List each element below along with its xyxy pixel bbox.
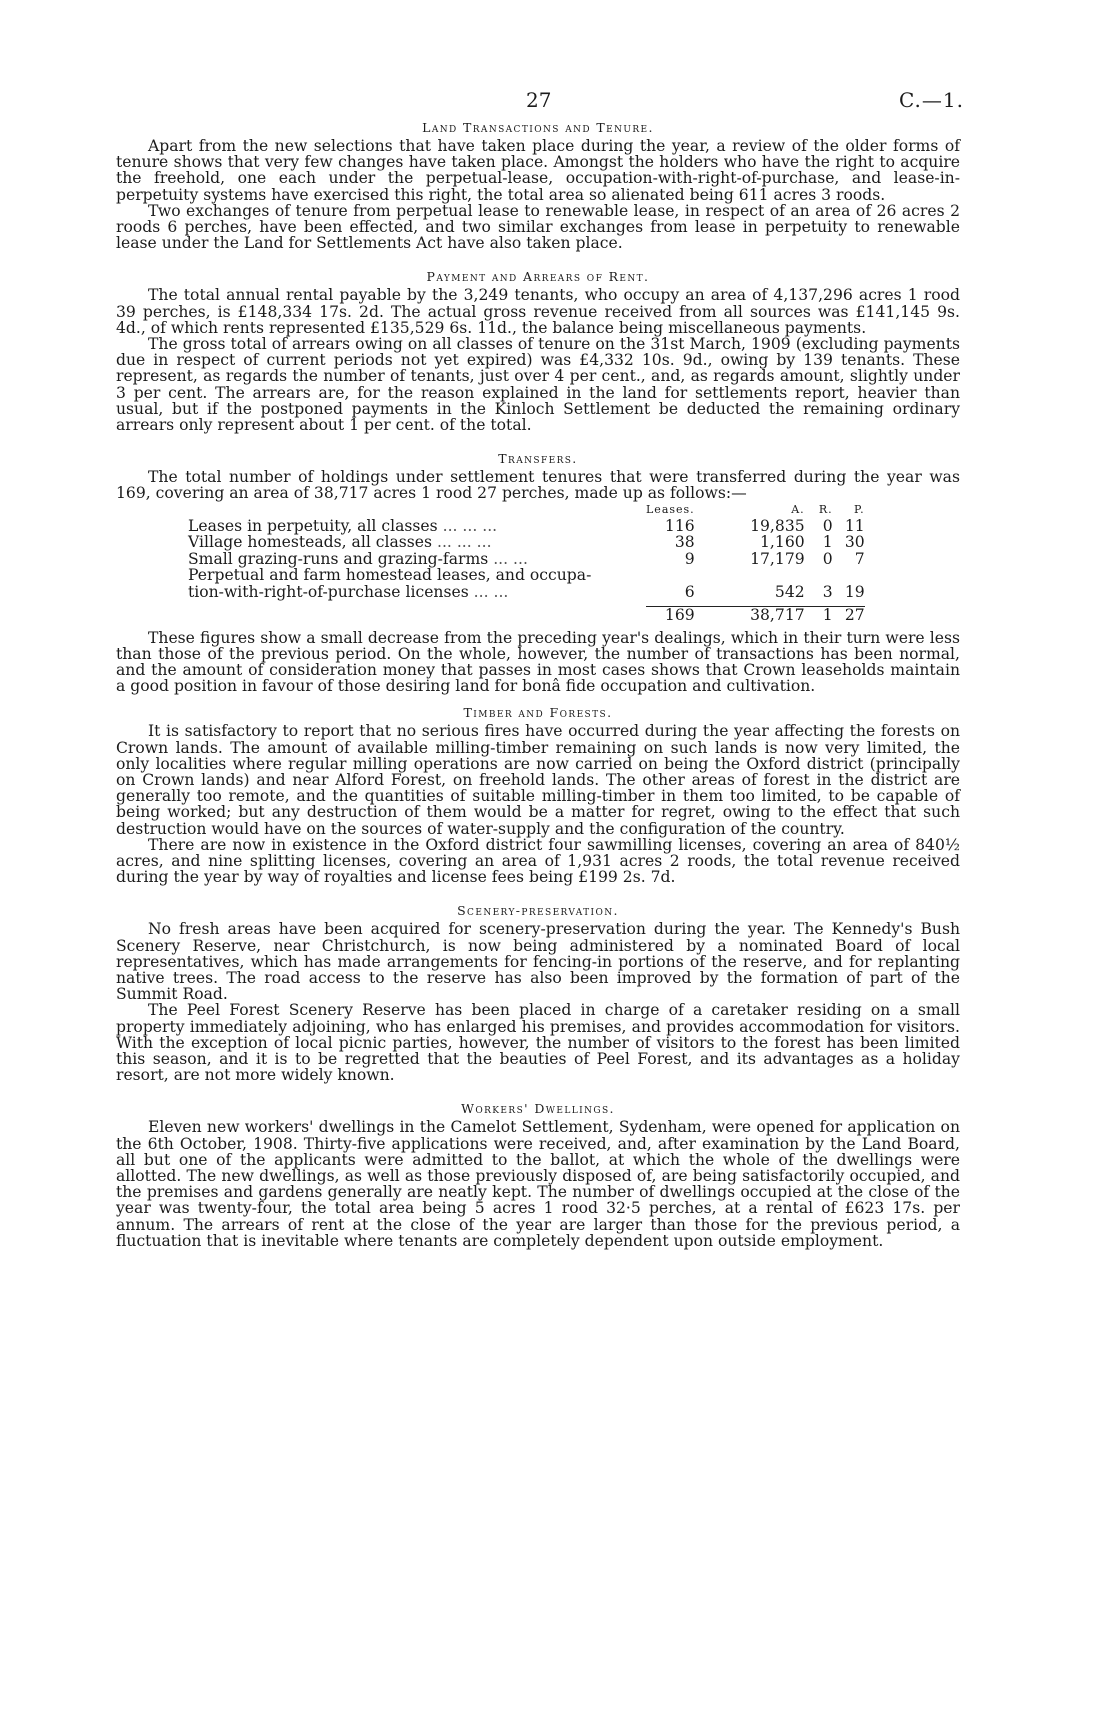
row-label-line2: tion-with-right-of-purchase licenses <box>188 582 469 601</box>
table-total-row <box>188 607 865 624</box>
cell-acres: 19,835 <box>750 517 805 536</box>
row-label-line1: Perpetual and farm homestead leases, and occupa- <box>188 566 592 585</box>
page-header <box>116 80 964 120</box>
cell-leases: 6 <box>684 582 695 601</box>
cell-leases: 9 <box>684 549 695 568</box>
paragraph: The Peel Forest Scenery Reserve has been placed in charge of a caretaker residing on a small property immediately adjoining, who has enlarged his premises, and provides accommodation for visitors. With the exception of local picnic parties, however, the number of visitors to the forest has been limited this season, and it is to be regretted that the beauties of Peel Forest, and its advantages as a holiday resort, are not more widely known. <box>116 1001 960 1085</box>
paragraph: The total number of holdings under settlement tenures that were transferred during the year was 169, covering an area of 38,717 acres 1 rood 27 perches, made up as follows:— <box>116 468 960 503</box>
total-roods: 1 <box>822 606 833 625</box>
transfers-table <box>188 502 865 624</box>
paragraph: There are now in existence in the Oxford district four sawmilling licenses, covering an area of 840½ acres, and nine splitting licenses, covering an area of 1,931 acres 2 roods, the total revenue received during the year by way of royalties and license fees being £199 2s. 7d. <box>116 835 960 887</box>
cell-roods: 0 <box>822 549 833 568</box>
section-heading-payment: Payment and Arrears of Rent. <box>426 269 650 285</box>
table-row <box>188 551 865 567</box>
column-header-perches: P. <box>854 502 865 516</box>
table-row <box>188 584 865 600</box>
section-heading-transfers: Transfers. <box>498 451 578 467</box>
total-acres: 38,717 <box>750 606 805 625</box>
section-heading-timber: Timber and Forests. <box>463 705 613 721</box>
section-heading-scenery: Scenery-preservation. <box>457 903 619 919</box>
section-heading-workers: Workers' Dwellings. <box>461 1101 615 1117</box>
table-row <box>188 567 865 583</box>
paragraph: The gross total of arrears owing on all classes of tenure on the 31st March, 1909 (excluding payments due in respect of current periods not yet expired) was £4,332 10s. 9d., owing by 139 tenants. These represent, as regards the number of tenants, just over 4 per cent., and, as regards amount, slightly under 3 per cent. The arrears are, for the reason explained in the land for settlements report, heavier than usual, but if the postponed payments in the Kinloch Settlement be deducted the remaining ordinary arrears only represent about 1 per cent. of the total. <box>116 335 960 435</box>
leader-dots: ... ... <box>493 549 528 568</box>
column-header-roods: R. <box>818 502 833 516</box>
paragraph: No fresh areas have been acquired for scenery-preservation during the year. The Kennedy's Bush Scenery Reserve, near Christchurch, is now being administered by a nominated Board of local representatives, which has made arrangements for fencing-in portions of the reserve, and for replanting native trees. The road access to the reserve has also been improved by the formation of part of the Summit Road. <box>116 920 960 1004</box>
total-leases: 169 <box>664 606 695 625</box>
paragraph: These figures show a small decrease from the preceding year's dealings, which in their turn were less than those of the previous period. On the whole, however, the number of transactions has been normal, and the amount of consideration money that passes in most cases shows that Crown leaseholds maintain a good position in favour of those desiring land for bonâ fide occupation and cultivation. <box>116 628 960 696</box>
table-row <box>188 534 865 550</box>
paragraph: Two exchanges of tenure from perpetual lease to renewable lease, in respect of an area of 26 acres 2 roods 6 perches, have been effected, and two similar exchanges from lease in perpetuity to renewable lease under the Land for Settlements Act have also taken place. <box>116 201 960 253</box>
paragraph: Eleven new workers' dwellings in the Camelot Settlement, Sydenham, were opened for application on the 6th October, 1908. Thirty-five applications were received, and, after examination by the Land Board, all but one of the applicants were admitted to the ballot, at which the whole of the dwellings were allotted. The new dwellings, as well as those previously disposed of, are being satisfactorily occupied, and the premises and gardens generally are neatly kept. The number of dwellings occupied at the close of the year was twenty-four, the total area being 5 acres 1 rood 32·5 perches, at a rental of £623 17s. per annum. The arrears of rent at the close of the year are larger than those for the previous period, a fluctuation that is inevitable where tenants are completely dependent upon outside employment. <box>116 1118 960 1250</box>
cell-roods: 3 <box>822 582 833 601</box>
leader-dots: ... ... ... <box>437 533 492 552</box>
row-label: Village homesteads, all classes <box>188 533 433 552</box>
column-header-leases: Leases. <box>646 502 695 516</box>
cell-perches: 19 <box>844 582 865 601</box>
cell-acres: 1,160 <box>760 533 805 552</box>
cell-leases: 116 <box>664 517 695 536</box>
cell-acres: 17,179 <box>750 549 805 568</box>
row-label: Small grazing-runs and grazing-farms <box>188 549 489 568</box>
cell-perches: 11 <box>844 517 865 536</box>
cell-perches: 7 <box>854 549 865 568</box>
column-header-acres: A. <box>791 502 805 516</box>
page-number: 27 <box>526 88 552 112</box>
leader-dots: ... ... <box>473 582 509 601</box>
cell-acres: 542 <box>774 582 805 601</box>
paragraph: The total annual rental payable by the 3,249 tenants, who occupy an area of 4,137,296 acres 1 rood 39 perches, is £148,334 17s. 2d. The actual gross revenue received from all sources was £141,145 9s. 4d., of which rents represented £135,529 6s. 11d., the balance being miscellaneous payments. <box>116 286 960 337</box>
cell-leases: 38 <box>674 533 695 552</box>
table-row <box>188 518 865 534</box>
table-header-row <box>188 502 865 518</box>
document-page <box>116 80 964 1250</box>
paragraph: It is satisfactory to report that no serious fires have occurred during the year affecting the forests on Crown lands. The amount of available milling-timber remaining on such lands is now very limited, the only localities where regular milling operations are now carried on being the Oxford district (principally on Crown lands) and near Alford Forest, on freehold lands. The other areas of forest in the district are generally too remote, and the quantities of suitable milling-timber in them too limited, to be capable of being worked; but any destruction of them would be a matter for regret, owing to the effect that such destruction would have on the sources of water-supply and the configuration of the country. <box>116 722 960 838</box>
total-perches: 27 <box>844 606 865 625</box>
paragraph: Apart from the new selections that have taken place during the year, a review of the older forms of tenure shows that very few changes have taken place. Amongst the holders who have the right to acquire the freehold, one each under the perpetual-lease, occupation-with-right-of-purchase, and lease-in-perpetuity systems have exercised this right, the total area so alienated being 611 acres 3 roods. <box>116 137 960 204</box>
leader-dots: ... ... ... <box>442 517 498 536</box>
document-reference: C.—1. <box>898 88 964 112</box>
cell-roods: 0 <box>822 517 833 536</box>
row-label: Leases in perpetuity, all classes <box>188 517 438 536</box>
cell-perches: 30 <box>844 533 865 552</box>
cell-roods: 1 <box>822 533 833 552</box>
section-heading-land-transactions: Land Transactions and Tenure. <box>422 120 654 135</box>
